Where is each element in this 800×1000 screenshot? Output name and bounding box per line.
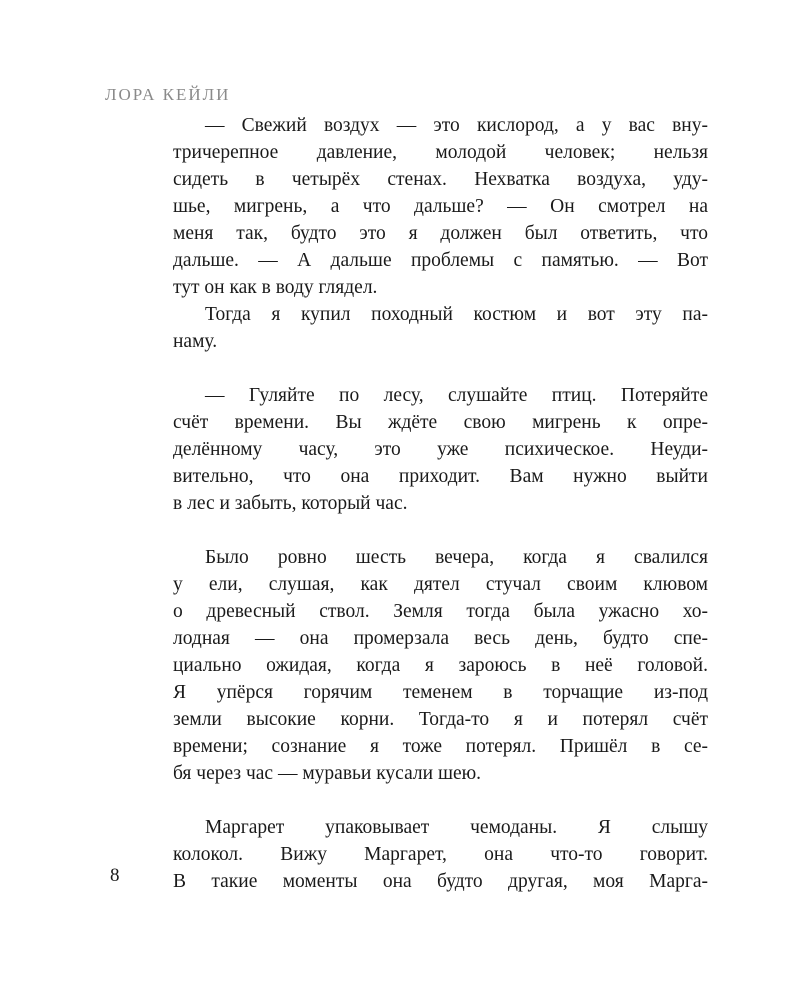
text-line: времени; сознание я тоже потерял. Пришёл в се- bbox=[173, 736, 708, 757]
text-line: у ели, слушая, как дятел стучал своим клювом bbox=[173, 574, 708, 595]
text-line: дальше. — А дальше проблемы с памятью. — Вот bbox=[173, 250, 708, 271]
text-line: вительно, что она приходит. Вам нужно выйти bbox=[173, 466, 708, 487]
text-line: Тогда я купил походный костюм и вот эту па- bbox=[205, 304, 708, 325]
text-line: лодная — она промерзала весь день, будто спе- bbox=[173, 628, 708, 649]
text-line: делённому часу, это уже психическое. Неуди- bbox=[173, 439, 708, 460]
text-line: Было ровно шесть вечера, когда я свалился bbox=[205, 547, 708, 568]
text-line: в лес и забыть, который час. bbox=[173, 493, 408, 514]
text-line: тут он как в воду глядел. bbox=[173, 277, 378, 298]
text-line: о древесный ствол. Земля тогда была ужасно хо- bbox=[173, 601, 708, 622]
page-number: 8 bbox=[110, 865, 120, 886]
running-head: ЛОРА КЕЙЛИ bbox=[105, 85, 231, 104]
text-line: циально ожидая, когда я зароюсь в неё головой. bbox=[173, 655, 708, 676]
text-line: Маргарет упаковывает чемоданы. Я слышу bbox=[205, 817, 708, 838]
text-line: тричерепное давление, молодой человек; нельзя bbox=[173, 142, 708, 163]
text-line: шье, мигрень, а что дальше? — Он смотрел на bbox=[173, 196, 708, 217]
text-line: В такие моменты она будто другая, моя Марга- bbox=[173, 871, 708, 892]
text-line: земли высокие корни. Тогда-то я и потерял счёт bbox=[173, 709, 708, 730]
paragraph-gap bbox=[173, 517, 708, 544]
text-line: счёт времени. Вы ждёте свою мигрень к опре- bbox=[173, 412, 708, 433]
text-line: колокол. Вижу Маргарет, она что-то говорит. bbox=[173, 844, 708, 865]
paragraph-gap bbox=[173, 355, 708, 382]
text-line: — Свежий воздух — это кислород, а у вас вну- bbox=[205, 115, 708, 136]
text-line: бя через час — муравьи кусали шею. bbox=[173, 763, 482, 784]
text-line: меня так, будто это я должен был ответить, что bbox=[173, 223, 708, 244]
body-text bbox=[173, 112, 708, 895]
text-line: Я упёрся горячим теменем в торчащие из-под bbox=[173, 682, 708, 703]
text-line: — Гуляйте по лесу, слушайте птиц. Потеряйте bbox=[205, 385, 708, 406]
paragraph-gap bbox=[173, 787, 708, 814]
text-line: наму. bbox=[173, 331, 218, 352]
text-line: сидеть в четырёх стенах. Нехватка воздуха, уду- bbox=[173, 169, 708, 190]
